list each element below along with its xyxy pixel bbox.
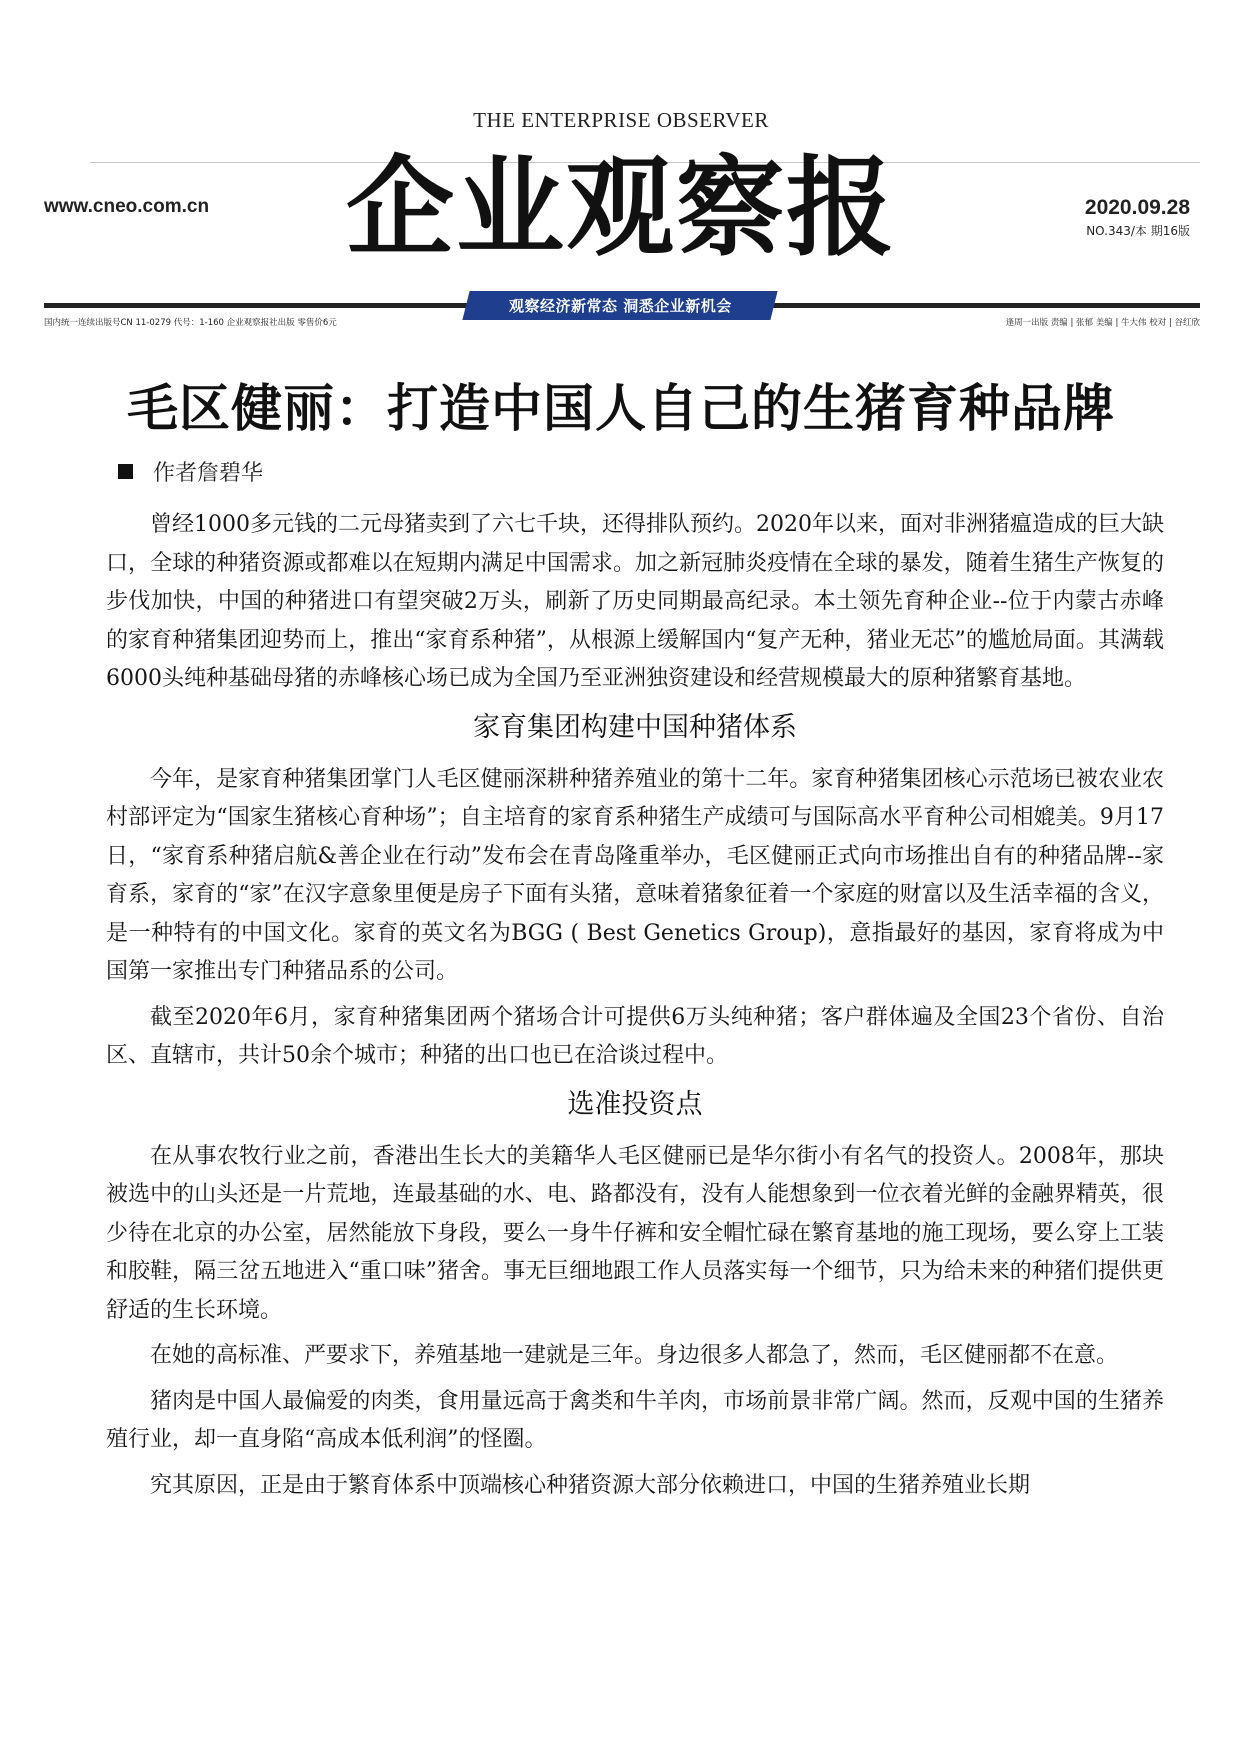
body-paragraph: 今年，是家育种猪集团掌门人毛区健丽深耕种猪养殖业的第十二年。家育种猪集团核心示范场已被农业农村部评定为“国家生猪核心育种场”；自主培育的家育系种猪生产成绩可与国际高水平育种公司相媲美。9月17日，“家育系种猪启航&善企业在行动”发布会在青岛隆重举办，毛区健丽正式向市场推出自有的种猪品牌--家育系，家育的“家”在汉字意象里便是房子下面有头猪，意味着猪象征着一个家庭的财富以及生活幸福的含义，是一种特有的中国文化。家育的英文名为BGG ( Best Genetics Group)，意指最好的基因，家育将成为中国第一家推出专门种猪品系的公司。	[106, 766, 1164, 984]
article-headline: 毛区健丽：打造中国人自己的生猪育种品牌	[126, 380, 1115, 439]
section-heading: 选准投资点	[567, 1088, 703, 1120]
body-paragraph: 在她的高标准、严要求下，养殖基地一建就是三年。身边很多人都急了，然而，毛区健丽都不在意。	[150, 1343, 1119, 1368]
slogan-banner	[462, 291, 777, 320]
author-line	[118, 456, 263, 487]
intro-paragraph: 曾经1000多元钱的二元母猪卖到了六七千块，还得排队预约。2020年以来，面对非洲猪瘟造成的巨大缺口，全球的种猪资源或都难以在短期内满足中国需求。加之新冠肺炎疫情在全球的暴发，随着生猪生产恢复的步伐加快，中国的种猪进口有望突破2万头，刷新了历史同期最高纪录。本土领先育种企业--位于内蒙古赤峰的家育种猪集团迎势而上，推出“家育系种猪”，从根源上缓解国内“复产无种，猪业无芯”的尴尬局面。其满载6000头纯种基础母猪的赤峰核心场已成为全国乃至亚洲独资建设和经营规模最大的原种猪繁育基地。	[106, 512, 1164, 691]
website-url[interactable]: www.cneo.com.cn	[44, 196, 210, 217]
body-paragraph: 截至2020年6月，家育种猪集团两个猪场合计可提供6万头纯种猪；客户群体遍及全国23个省份、自治区、直辖市，共计50余个城市；种猪的出口也已在洽谈过程中。	[106, 1004, 1164, 1068]
issue-number: NO.343/本 期16版	[1086, 224, 1190, 238]
masthead-english-name: THE ENTERPRISE OBSERVER	[473, 108, 769, 132]
issue-date: 2020.09.28	[1084, 196, 1190, 219]
body-paragraph: 究其原因，正是由于繁育体系中顶端核心种猪资源大部分依赖进口，中国的生猪养殖业长期	[150, 1472, 1031, 1498]
newspaper-title: 企业观察报	[345, 145, 896, 271]
article-body	[106, 506, 1164, 1512]
author-name: 作者詹碧华	[153, 461, 264, 486]
header-rule-left	[44, 303, 469, 308]
body-paragraph: 猪肉是中国人最偏爱的肉类，食用量远高于禽类和牛羊肉，市场前景非常广阔。然而，反观中国的生猪养殖行业，却一直身陷“高成本低利润”的怪圈。	[106, 1388, 1164, 1452]
header-rule-right	[772, 303, 1200, 308]
publication-info: 国内统一连续出版号CN 11-0279 代号：1-160 企业观察报社出版 零售价6元	[44, 318, 337, 328]
body-paragraph: 在从事农牧行业之前，香港出生长大的美籍华人毛区健丽已是华尔街小有名气的投资人。2008年，那块被选中的山头还是一片荒地，连最基础的水、电、路都没有，没有人能想象到一位衣着光鲜的金融界精英，很少待在北京的办公室，居然能放下身段，要么一身牛仔裤和安全帽忙碌在繁育基地的施工现场，要么穿上工装和胶鞋，隔三岔五地进入“重口味”猪舍。事无巨细地跟工作人员落实每一个细节，只为给未来的种猪们提供更舒适的生长环境。	[106, 1143, 1164, 1323]
editor-credits: 逢周一出版 责编 | 张郁 美编 | 牛大伟 校对 | 谷红欣	[1005, 318, 1200, 328]
slogan-text: 观察经济新常态 洞悉企业新机会	[508, 297, 732, 315]
square-bullet-icon	[118, 464, 133, 479]
section-heading: 家育集团构建中国种猪体系	[473, 711, 797, 743]
